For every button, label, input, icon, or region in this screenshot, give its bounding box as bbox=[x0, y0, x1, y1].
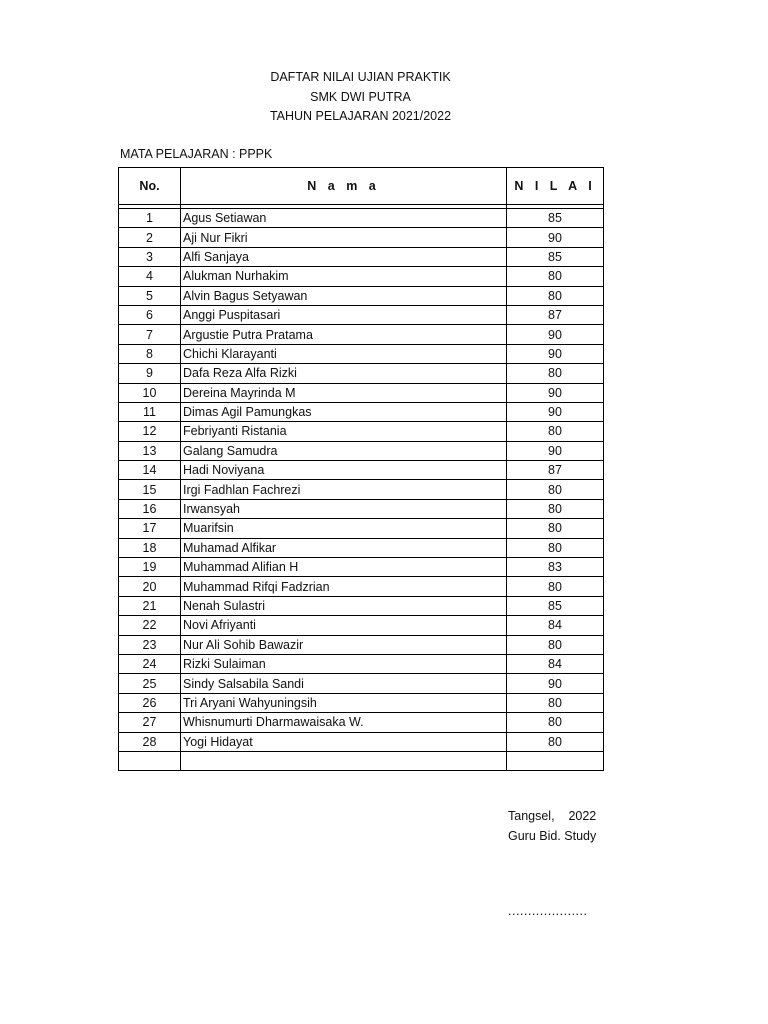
cell-nama: Irgi Fadhlan Fachrezi bbox=[181, 480, 507, 499]
cell-nama: Tri Aryani Wahyuningsih bbox=[181, 693, 507, 712]
signature-role: Guru Bid. Study bbox=[508, 829, 597, 843]
table-row bbox=[119, 538, 604, 557]
cell-no: 20 bbox=[119, 577, 181, 596]
cell-no: 16 bbox=[119, 499, 181, 518]
cell-nama: Nenah Sulastri bbox=[181, 596, 507, 615]
column-header-nama: N a m a bbox=[181, 168, 507, 205]
heading-title: DAFTAR NILAI UJIAN PRAKTIK bbox=[270, 70, 451, 84]
cell-nilai: 84 bbox=[507, 654, 604, 673]
table-row bbox=[119, 305, 604, 324]
table-row bbox=[119, 519, 604, 538]
cell-nilai: 80 bbox=[507, 267, 604, 286]
cell-nilai: 80 bbox=[507, 364, 604, 383]
column-header-no: No. bbox=[119, 168, 181, 205]
cell-no: 26 bbox=[119, 693, 181, 712]
empty-cell bbox=[119, 751, 181, 770]
cell-nilai: 80 bbox=[507, 713, 604, 732]
cell-nilai: 80 bbox=[507, 693, 604, 712]
table-row bbox=[119, 558, 604, 577]
cell-nama: Aji Nur Fikri bbox=[181, 228, 507, 247]
cell-nilai: 80 bbox=[507, 499, 604, 518]
cell-no: 10 bbox=[119, 383, 181, 402]
table-row bbox=[119, 228, 604, 247]
table-row bbox=[119, 499, 604, 518]
cell-nama: Febriyanti Ristania bbox=[181, 422, 507, 441]
column-header-nilai: N I L A I bbox=[507, 168, 604, 205]
cell-nama: Muhammad Rifqi Fadzrian bbox=[181, 577, 507, 596]
cell-nama: Dafa Reza Alfa Rizki bbox=[181, 364, 507, 383]
cell-nilai: 80 bbox=[507, 286, 604, 305]
table-row bbox=[119, 616, 604, 635]
table-row bbox=[119, 635, 604, 654]
cell-nama: Muarifsin bbox=[181, 519, 507, 538]
table-row bbox=[119, 344, 604, 363]
table-row bbox=[119, 461, 604, 480]
cell-no: 27 bbox=[119, 713, 181, 732]
table-row bbox=[119, 713, 604, 732]
table-row bbox=[119, 480, 604, 499]
cell-nama: Nur Ali Sohib Bawazir bbox=[181, 635, 507, 654]
cell-nilai: 90 bbox=[507, 383, 604, 402]
cell-no: 7 bbox=[119, 325, 181, 344]
cell-nilai: 90 bbox=[507, 674, 604, 693]
cell-nilai: 90 bbox=[507, 402, 604, 421]
cell-no: 22 bbox=[119, 616, 181, 635]
heading-year: TAHUN PELAJARAN 2021/2022 bbox=[269, 109, 452, 123]
cell-nilai: 85 bbox=[507, 247, 604, 266]
cell-no: 11 bbox=[119, 402, 181, 421]
cell-no: 21 bbox=[119, 596, 181, 615]
document-heading bbox=[118, 68, 603, 127]
cell-nilai: 80 bbox=[507, 577, 604, 596]
table-row bbox=[119, 267, 604, 286]
cell-no: 6 bbox=[119, 305, 181, 324]
cell-no: 4 bbox=[119, 267, 181, 286]
cell-no: 3 bbox=[119, 247, 181, 266]
cell-no: 12 bbox=[119, 422, 181, 441]
cell-nama: Chichi Klarayanti bbox=[181, 344, 507, 363]
cell-no: 15 bbox=[119, 480, 181, 499]
cell-nilai: 90 bbox=[507, 228, 604, 247]
cell-nilai: 90 bbox=[507, 344, 604, 363]
cell-no: 9 bbox=[119, 364, 181, 383]
cell-nama: Alvin Bagus Setyawan bbox=[181, 286, 507, 305]
cell-nama: Sindy Salsabila Sandi bbox=[181, 674, 507, 693]
cell-no: 24 bbox=[119, 654, 181, 673]
cell-nilai: 80 bbox=[507, 519, 604, 538]
table-row bbox=[119, 732, 604, 751]
empty-cell bbox=[507, 751, 604, 770]
cell-no: 28 bbox=[119, 732, 181, 751]
cell-nilai: 80 bbox=[507, 732, 604, 751]
signature-block bbox=[508, 806, 596, 846]
cell-no: 1 bbox=[119, 209, 181, 228]
cell-nilai: 84 bbox=[507, 616, 604, 635]
cell-no: 25 bbox=[119, 674, 181, 693]
table-header-row bbox=[119, 168, 604, 205]
cell-nama: Yogi Hidayat bbox=[181, 732, 507, 751]
table-row bbox=[119, 402, 604, 421]
table-row bbox=[119, 209, 604, 228]
cell-no: 18 bbox=[119, 538, 181, 557]
cell-no: 19 bbox=[119, 558, 181, 577]
cell-nama: Argustie Putra Pratama bbox=[181, 325, 507, 344]
cell-nama: Agus Setiawan bbox=[181, 209, 507, 228]
cell-no: 23 bbox=[119, 635, 181, 654]
cell-no: 13 bbox=[119, 441, 181, 460]
cell-nilai: 80 bbox=[507, 480, 604, 499]
cell-nama: Hadi Noviyana bbox=[181, 461, 507, 480]
table-body bbox=[119, 205, 604, 771]
cell-nama: Rizki Sulaiman bbox=[181, 654, 507, 673]
table-empty-row bbox=[119, 751, 604, 770]
cell-nama: Dimas Agil Pamungkas bbox=[181, 402, 507, 421]
heading-school: SMK DWI PUTRA bbox=[310, 89, 411, 104]
cell-no: 8 bbox=[119, 344, 181, 363]
cell-no: 5 bbox=[119, 286, 181, 305]
cell-nama: Galang Samudra bbox=[181, 441, 507, 460]
grades-table bbox=[118, 167, 604, 771]
cell-nilai: 87 bbox=[507, 305, 604, 324]
table-row bbox=[119, 286, 604, 305]
subject-label: MATA PELAJARAN : PPPK bbox=[120, 147, 273, 161]
table-row bbox=[119, 674, 604, 693]
table-row bbox=[119, 596, 604, 615]
cell-no: 17 bbox=[119, 519, 181, 538]
cell-nilai: 87 bbox=[507, 461, 604, 480]
cell-nama: Muhammad Alifian H bbox=[181, 558, 507, 577]
cell-nama: Dereina Mayrinda M bbox=[181, 383, 507, 402]
table-row bbox=[119, 693, 604, 712]
table-row bbox=[119, 325, 604, 344]
cell-nama: Whisnumurti Dharmawaisaka W. bbox=[181, 713, 507, 732]
cell-nilai: 90 bbox=[507, 325, 604, 344]
cell-nilai: 80 bbox=[507, 422, 604, 441]
cell-nilai: 80 bbox=[507, 538, 604, 557]
table-row bbox=[119, 577, 604, 596]
cell-nama: Alfi Sanjaya bbox=[181, 247, 507, 266]
cell-nilai: 85 bbox=[507, 596, 604, 615]
table-row bbox=[119, 247, 604, 266]
cell-no: 2 bbox=[119, 228, 181, 247]
signature-line: .................... bbox=[508, 904, 588, 918]
empty-cell bbox=[181, 751, 507, 770]
cell-nama: Anggi Puspitasari bbox=[181, 305, 507, 324]
cell-nama: Irwansyah bbox=[181, 499, 507, 518]
cell-nama: Alukman Nurhakim bbox=[181, 267, 507, 286]
table-row bbox=[119, 654, 604, 673]
table-row bbox=[119, 441, 604, 460]
cell-nama: Muhamad Alfikar bbox=[181, 538, 507, 557]
cell-nilai: 80 bbox=[507, 635, 604, 654]
table-row bbox=[119, 364, 604, 383]
cell-nilai: 90 bbox=[507, 441, 604, 460]
table-row bbox=[119, 383, 604, 402]
table-row bbox=[119, 422, 604, 441]
signature-place-date: Tangsel, 2022 bbox=[508, 809, 597, 823]
cell-nama: Novi Afriyanti bbox=[181, 616, 507, 635]
cell-nilai: 83 bbox=[507, 558, 604, 577]
cell-nilai: 85 bbox=[507, 209, 604, 228]
cell-no: 14 bbox=[119, 461, 181, 480]
